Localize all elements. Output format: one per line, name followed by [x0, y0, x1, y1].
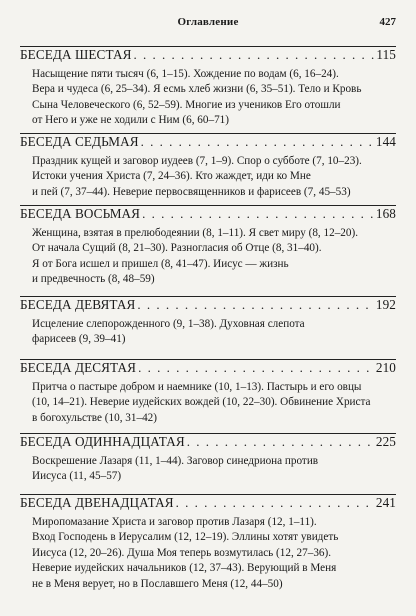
toc-section [20, 46, 396, 129]
section-page-number: 168 [375, 206, 396, 221]
section-page-number: 192 [375, 297, 396, 312]
contents-line: Насыщение пяти тысяч (6, 1–15). Хождение по водам (6, 16–24). [32, 68, 339, 80]
contents-line: Миропомазание Христа и заговор против Лазаря (12, 1–11). [32, 516, 317, 528]
section-page-number: 210 [375, 360, 396, 375]
contents-line: и предвечность (8, 48–59) [32, 273, 155, 286]
running-title: Оглавление [177, 16, 239, 28]
dot-leader [133, 47, 374, 63]
section-title: БЕСЕДА ДЕСЯТАЯ [20, 360, 137, 375]
toc-section-heading[interactable] [20, 134, 396, 154]
section-contents [32, 317, 396, 348]
contents-line: Вера и чудеса (6, 25–34). Я есмь хлеб жизни (6, 35–51). Тело и Кровь [32, 83, 362, 96]
section-title: БЕСЕДА ВОСЬМАЯ [20, 206, 141, 221]
section-contents [32, 67, 396, 129]
contents-line: в богохульстве (10, 31–42) [32, 411, 157, 424]
toc-section-heading[interactable] [20, 495, 396, 515]
dot-leader [176, 495, 374, 511]
section-contents [32, 454, 396, 485]
toc-section-heading[interactable] [20, 297, 396, 317]
section-title: БЕСЕДА ОДИННАДЦАТАЯ [20, 434, 185, 449]
section-page-number: 144 [375, 134, 396, 149]
section-page-number: 241 [375, 495, 396, 510]
toc-section-heading[interactable] [20, 360, 396, 380]
section-contents [32, 226, 396, 288]
section-title: БЕСЕДА СЕДЬМАЯ [20, 134, 139, 149]
contents-line: Воскрешение Лазаря (11, 1–44). Заговор синедриона против [32, 455, 319, 467]
dot-leader [142, 206, 374, 222]
section-page-number: 115 [376, 47, 396, 62]
dot-leader [137, 297, 374, 313]
toc-section [20, 433, 396, 485]
dot-leader [187, 434, 374, 450]
contents-line: Иисуса (12, 20–26). Душа Моя теперь возмутилась (12, 27–36). [32, 546, 332, 559]
section-contents [32, 154, 396, 200]
contents-line: Исцеление слепорожденного (9, 1–38). Духовная слепота [32, 318, 305, 330]
page-number: 427 [379, 16, 396, 28]
contents-line: Притча о пастыре добром и наемнике (10, 1–13). Пастырь и его овцы [32, 381, 362, 393]
toc-section [20, 133, 396, 200]
section-title: БЕСЕДА ДЕВЯТАЯ [20, 297, 136, 312]
toc-section-heading[interactable] [20, 47, 396, 67]
contents-line: и пей (7, 37–44). Неверие первосвященников и фарисеев (7, 45–53) [32, 185, 351, 198]
contents-line: (10, 14–21). Неверие иудейских вождей (10, 22–30). Обвинение Христа [32, 396, 371, 409]
contents-line: Я от Бога исшел и пришел (8, 41–47). Иисус — жизнь [32, 257, 289, 270]
contents-line: От начала Сущий (8, 21–30). Разногласия об Отце (8, 31–40). [32, 242, 322, 255]
contents-line: Женщина, взятая в прелюбодеянии (8, 1–11). Я свет миру (8, 12–20). [32, 227, 359, 239]
contents-line: от Него и уже не ходили с Ним (6, 60–71) [32, 114, 229, 127]
contents-line: Иисуса (11, 45–57) [32, 470, 122, 483]
section-title: БЕСЕДА ДВЕНАДЦАТАЯ [20, 495, 174, 510]
toc-section [20, 359, 396, 426]
section-title: БЕСЕДА ШЕСТАЯ [20, 47, 132, 62]
contents-line: Вход Господень в Иерусалим (12, 12–19). Эллины хотят увидеть [32, 531, 339, 544]
page-header [0, 16, 416, 32]
toc-section-heading[interactable] [20, 206, 396, 226]
contents-line: Истоки учения Христа (7, 24–36). Кто жаждет, иди ко Мне [32, 170, 311, 183]
dot-leader [138, 360, 374, 376]
contents-line: фарисеев (9, 39–41) [32, 333, 126, 346]
toc-section-heading[interactable] [20, 434, 396, 454]
toc-section [20, 494, 396, 592]
contents-line: Сына Человеческого (6, 52–59). Многие из учеников Его отошли [32, 98, 341, 111]
section-contents [32, 515, 396, 592]
toc-section [20, 296, 396, 348]
contents-line: не в Меня верует, но в Пославшего Меня (12, 44–50) [32, 577, 283, 590]
contents-line: Неверие иудейских начальников (12, 37–43). Верующий в Меня [32, 562, 337, 575]
contents-line: Праздник кущей и заговор иудеев (7, 1–9). Спор о субботе (7, 10–23). [32, 155, 362, 167]
dot-leader [141, 134, 374, 150]
section-page-number: 225 [375, 434, 396, 449]
toc-section [20, 205, 396, 288]
section-contents [32, 380, 396, 426]
